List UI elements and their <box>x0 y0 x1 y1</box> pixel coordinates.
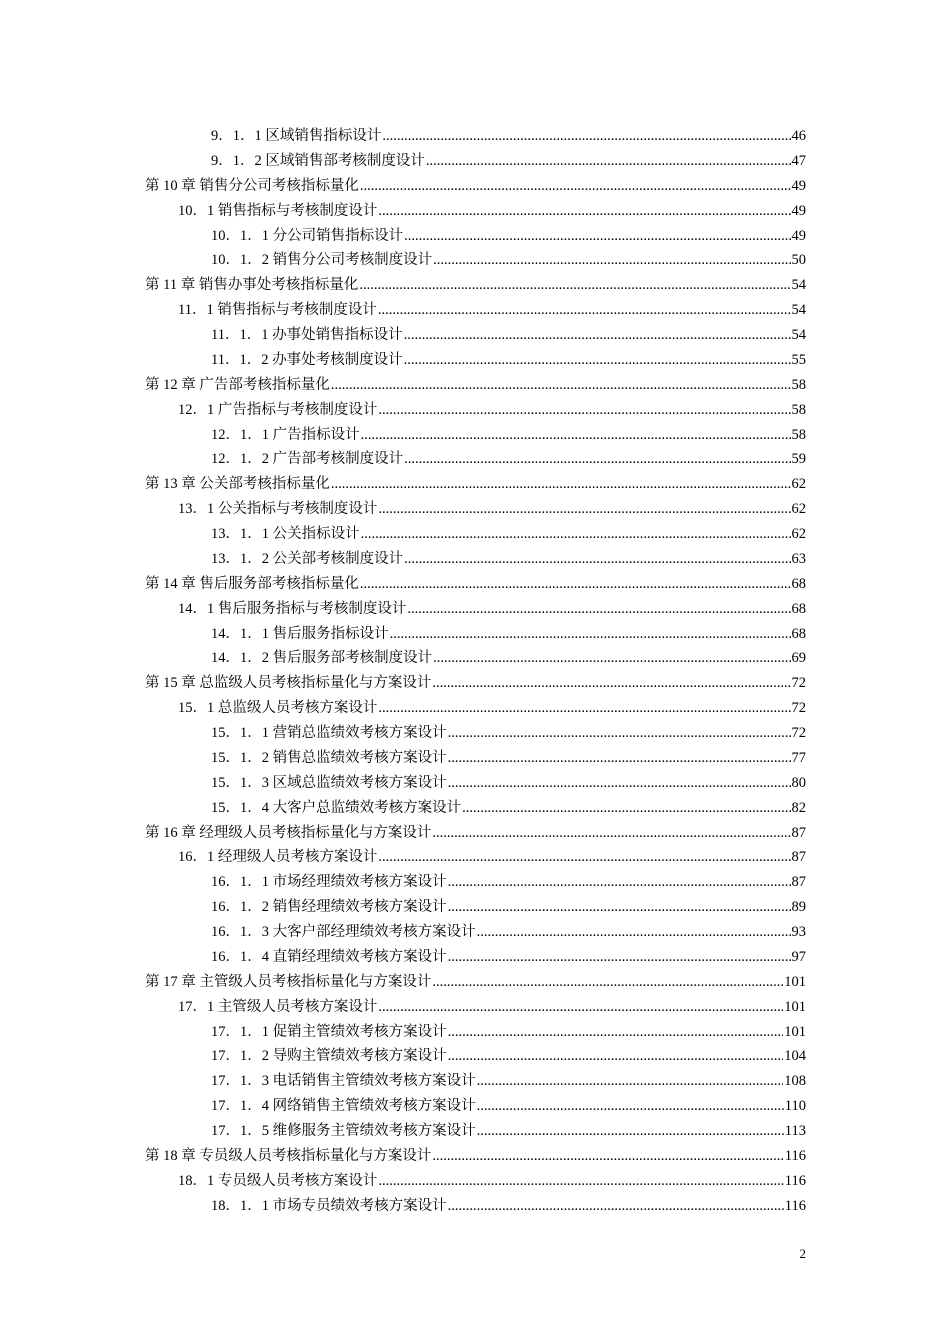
toc-entry-title[interactable]: 15．1 总监级人员考核方案设计 <box>178 700 378 717</box>
toc-entry-title[interactable]: 第 16 章 经理级人员考核指标量化与方案设计 <box>145 824 432 841</box>
toc-dot-leader <box>378 298 791 323</box>
toc-entry-page-number[interactable]: 87 <box>791 849 806 866</box>
toc-entry-level-3[interactable] <box>0 1044 950 1069</box>
toc-entry-page-number[interactable]: 108 <box>784 1073 806 1090</box>
toc-entry-level-3[interactable] <box>0 248 950 273</box>
toc-entry-level-3[interactable] <box>0 1020 950 1045</box>
toc-dot-leader <box>426 149 791 174</box>
toc-entry-title[interactable]: 第 10 章 销售分公司考核指标量化 <box>145 177 359 194</box>
toc-entry-title[interactable]: 13．1．2 公关部考核制度设计 <box>211 550 404 567</box>
toc-entry-title[interactable]: 第 14 章 售后服务部考核指标量化 <box>145 575 359 592</box>
toc-entry-level-3[interactable] <box>0 796 950 821</box>
toc-entry-page-number[interactable]: 54 <box>791 277 806 294</box>
toc-entry-level-3[interactable] <box>0 920 950 945</box>
toc-entry-level-3[interactable] <box>0 646 950 671</box>
toc-entry-level-3[interactable] <box>0 945 950 970</box>
toc-dot-leader <box>378 1169 783 1194</box>
toc-entry-page-number[interactable]: 116 <box>784 1197 806 1214</box>
toc-entry-page-number[interactable]: 62 <box>791 526 806 542</box>
toc-entry-page-number[interactable]: 69 <box>791 650 806 667</box>
toc-entry-page-number[interactable]: 87 <box>791 874 806 891</box>
toc-entry-page-number[interactable]: 59 <box>791 451 806 468</box>
toc-entry-page-number[interactable]: 46 <box>791 128 806 144</box>
toc-dot-leader <box>404 547 790 572</box>
toc-entry-title[interactable]: 13．1．1 公关指标设计 <box>211 526 360 542</box>
toc-dot-leader <box>448 1194 784 1219</box>
toc-dot-leader <box>378 845 790 870</box>
toc-entry-page-number[interactable]: 50 <box>791 252 806 269</box>
toc-entry-page-number[interactable]: 110 <box>784 1098 806 1115</box>
toc-entry-level-2[interactable] <box>0 597 950 622</box>
toc-entry-level-3[interactable] <box>0 348 950 373</box>
toc-dot-leader <box>361 423 791 448</box>
toc-dot-leader <box>432 671 790 696</box>
toc-entry-page-number[interactable]: 116 <box>784 1147 806 1164</box>
toc-entry-title[interactable]: 17．1．2 导购主管绩效考核方案设计 <box>211 1048 447 1065</box>
toc-entry-page-number[interactable]: 54 <box>791 302 806 319</box>
toc-entry-level-1[interactable] <box>0 1144 950 1169</box>
toc-entry-title[interactable]: 10．1 销售指标与考核制度设计 <box>178 202 378 219</box>
toc-entry-title[interactable]: 14．1 售后服务指标与考核制度设计 <box>178 600 407 617</box>
toc-entry-page-number[interactable]: 72 <box>791 700 806 717</box>
toc-entry-page-number[interactable]: 47 <box>791 152 806 169</box>
toc-entry-title[interactable]: 12．1．2 广告部考核制度设计 <box>211 451 404 468</box>
toc-dot-leader <box>404 224 790 249</box>
toc-entry-page-number[interactable]: 80 <box>791 774 806 791</box>
toc-entry-level-1[interactable] <box>0 273 950 298</box>
toc-entry-level-1[interactable] <box>0 572 950 597</box>
toc-entry-title[interactable]: 18．1．1 市场专员绩效考核方案设计 <box>211 1197 447 1214</box>
toc-entry-level-1[interactable] <box>0 970 950 995</box>
toc-entry-title[interactable]: 10．1．1 分公司销售指标设计 <box>211 227 404 244</box>
toc-dot-leader <box>448 721 791 746</box>
toc-entry-level-1[interactable] <box>0 174 950 199</box>
toc-entry-page-number[interactable]: 54 <box>791 327 806 343</box>
toc-entry-page-number[interactable]: 82 <box>791 799 806 816</box>
toc-dot-leader <box>432 970 783 995</box>
toc-dot-leader <box>331 373 791 398</box>
toc-entry-title[interactable]: 第 17 章 主管级人员考核指标量化与方案设计 <box>145 973 432 990</box>
toc-entry-title[interactable]: 18．1 专员级人员考核方案设计 <box>178 1172 378 1189</box>
toc-entry-level-2[interactable] <box>0 995 950 1020</box>
toc-dot-leader <box>433 248 790 273</box>
toc-entry-title[interactable]: 第 15 章 总监级人员考核指标量化与方案设计 <box>145 675 432 692</box>
toc-dot-leader <box>477 920 791 945</box>
toc-dot-leader <box>382 124 790 149</box>
toc-entry-level-2[interactable] <box>0 398 950 423</box>
toc-entry-page-number[interactable]: 62 <box>791 501 806 518</box>
toc-entry-title[interactable]: 12．1 广告指标与考核制度设计 <box>178 401 378 418</box>
toc-entry-level-3[interactable] <box>0 323 950 348</box>
toc-entry-title[interactable]: 第 13 章 公关部考核指标量化 <box>145 476 330 493</box>
toc-entry-page-number[interactable]: 58 <box>791 401 806 418</box>
toc-entry-page-number[interactable]: 68 <box>791 625 806 642</box>
toc-entry-title[interactable]: 17．1．5 维修服务主管绩效考核方案设计 <box>211 1123 476 1139</box>
toc-dot-leader <box>432 1144 783 1169</box>
toc-dot-leader <box>477 1069 784 1094</box>
toc-dot-leader <box>448 895 791 920</box>
toc-entry-title[interactable]: 16．1 经理级人员考核方案设计 <box>178 849 378 866</box>
toc-entry-level-2[interactable] <box>0 298 950 323</box>
toc-entry-level-2[interactable] <box>0 199 950 224</box>
toc-dot-leader <box>433 646 790 671</box>
toc-entry-page-number[interactable]: 72 <box>791 725 806 741</box>
toc-dot-leader <box>448 746 791 771</box>
toc-entry-page-number[interactable]: 49 <box>791 227 806 244</box>
toc-entry-page-number[interactable]: 101 <box>784 973 806 990</box>
toc-entry-title[interactable]: 10．1．2 销售分公司考核制度设计 <box>211 252 433 269</box>
toc-entry-title[interactable]: 14．1．1 售后服务指标设计 <box>211 625 389 642</box>
toc-entry-page-number[interactable]: 49 <box>791 202 806 219</box>
toc-entry-level-2[interactable] <box>0 845 950 870</box>
toc-entry-level-2[interactable] <box>0 696 950 721</box>
toc-entry-page-number[interactable]: 104 <box>784 1048 806 1065</box>
toc-dot-leader <box>432 821 790 846</box>
toc-entry-page-number[interactable]: 49 <box>791 177 806 194</box>
toc-entry-page-number[interactable]: 58 <box>791 426 806 443</box>
toc-entry-level-2[interactable] <box>0 497 950 522</box>
toc-entry-title[interactable]: 16．1．2 销售经理绩效考核方案设计 <box>211 899 447 916</box>
toc-entry-title[interactable]: 17．1．3 电话销售主管绩效考核方案设计 <box>211 1073 476 1090</box>
toc-entry-page-number[interactable]: 113 <box>784 1123 806 1139</box>
toc-dot-leader <box>448 945 791 970</box>
toc-entry-title[interactable]: 11．1 销售指标与考核制度设计 <box>178 302 377 319</box>
toc-entry-page-number[interactable]: 116 <box>784 1172 806 1189</box>
toc-entry-level-3[interactable] <box>0 622 950 647</box>
toc-dot-leader <box>331 472 791 497</box>
toc-entry-title[interactable]: 13．1 公关指标与考核制度设计 <box>178 501 378 518</box>
toc-entry-level-3[interactable] <box>0 746 950 771</box>
toc-entry-title[interactable]: 9．1．2 区域销售部考核制度设计 <box>211 152 425 169</box>
toc-entry-level-3[interactable] <box>0 522 950 547</box>
toc-dot-leader <box>404 348 791 373</box>
toc-dot-leader <box>378 995 783 1020</box>
table-of-contents <box>0 124 950 1219</box>
toc-dot-leader <box>477 1094 784 1119</box>
toc-entry-level-3[interactable] <box>0 447 950 472</box>
toc-dot-leader <box>390 622 791 647</box>
toc-entry-level-3[interactable] <box>0 721 950 746</box>
toc-entry-page-number[interactable]: 68 <box>791 575 806 592</box>
toc-entry-title[interactable]: 第 11 章 销售办事处考核指标量化 <box>145 277 359 294</box>
toc-dot-leader <box>359 273 790 298</box>
toc-dot-leader <box>477 1119 784 1144</box>
toc-entry-title[interactable]: 14．1．2 售后服务部考核制度设计 <box>211 650 433 667</box>
toc-entry-title[interactable]: 16．1．3 大客户部经理绩效考核方案设计 <box>211 924 476 940</box>
toc-dot-leader <box>404 323 791 348</box>
toc-entry-title[interactable]: 9．1．1 区域销售指标设计 <box>211 128 382 144</box>
toc-entry-page-number[interactable]: 55 <box>791 351 806 368</box>
toc-entry-page-number[interactable]: 77 <box>791 749 806 766</box>
toc-dot-leader <box>448 1044 784 1069</box>
toc-entry-page-number[interactable]: 68 <box>791 600 806 617</box>
toc-entry-level-3[interactable] <box>0 1069 950 1094</box>
toc-entry-level-1[interactable] <box>0 821 950 846</box>
toc-dot-leader <box>448 870 791 895</box>
toc-dot-leader <box>378 398 790 423</box>
toc-entry-level-2[interactable] <box>0 1169 950 1194</box>
toc-entry-page-number[interactable]: 62 <box>791 476 806 493</box>
toc-entry-title[interactable]: 第 18 章 专员级人员考核指标量化与方案设计 <box>145 1147 432 1164</box>
toc-entry-title[interactable]: 17．1．4 网络销售主管绩效考核方案设计 <box>211 1098 476 1115</box>
toc-entry-page-number[interactable]: 58 <box>791 376 806 393</box>
toc-entry-page-number[interactable]: 97 <box>791 948 806 965</box>
toc-dot-leader <box>378 696 790 721</box>
toc-entry-level-3[interactable] <box>0 1119 950 1144</box>
toc-entry-page-number[interactable]: 101 <box>784 1023 806 1040</box>
toc-entry-level-3[interactable] <box>0 895 950 920</box>
toc-entry-page-number[interactable]: 72 <box>791 675 806 692</box>
toc-entry-title[interactable]: 15．1．4 大客户总监绩效考核方案设计 <box>211 799 462 816</box>
toc-entry-title[interactable]: 11．1．1 办事处销售指标设计 <box>211 327 403 343</box>
toc-entry-level-3[interactable] <box>0 1194 950 1219</box>
toc-entry-title[interactable]: 11．1．2 办事处考核制度设计 <box>211 351 403 368</box>
toc-entry-title[interactable]: 第 12 章 广告部考核指标量化 <box>145 376 330 393</box>
toc-entry-title[interactable]: 17．1 主管级人员考核方案设计 <box>178 998 378 1015</box>
toc-entry-page-number[interactable]: 87 <box>791 824 806 841</box>
toc-dot-leader <box>361 522 791 547</box>
toc-entry-title[interactable]: 16．1．4 直销经理绩效考核方案设计 <box>211 948 447 965</box>
toc-entry-title[interactable]: 12．1．1 广告指标设计 <box>211 426 360 443</box>
toc-entry-level-3[interactable] <box>0 224 950 249</box>
toc-entry-level-3[interactable] <box>0 870 950 895</box>
toc-dot-leader <box>378 497 790 522</box>
toc-entry-level-3[interactable] <box>0 124 950 149</box>
toc-dot-leader <box>360 572 791 597</box>
toc-dot-leader <box>360 174 791 199</box>
toc-entry-level-3[interactable] <box>0 547 950 572</box>
toc-dot-leader <box>404 447 790 472</box>
toc-entry-level-3[interactable] <box>0 1094 950 1119</box>
toc-entry-title[interactable]: 15．1．2 销售总监绩效考核方案设计 <box>211 749 447 766</box>
toc-entry-level-3[interactable] <box>0 149 950 174</box>
toc-dot-leader <box>448 771 791 796</box>
toc-dot-leader <box>407 597 790 622</box>
page-number: 2 <box>799 1246 806 1261</box>
toc-entry-level-3[interactable] <box>0 771 950 796</box>
toc-entry-title[interactable]: 16．1．1 市场经理绩效考核方案设计 <box>211 874 447 891</box>
toc-entry-level-3[interactable] <box>0 423 950 448</box>
toc-dot-leader <box>462 796 790 821</box>
toc-dot-leader <box>378 199 790 224</box>
toc-entry-level-1[interactable] <box>0 472 950 497</box>
toc-entry-level-1[interactable] <box>0 373 950 398</box>
toc-entry-page-number[interactable]: 63 <box>791 550 806 567</box>
toc-entry-title[interactable]: 15．1．1 营销总监绩效考核方案设计 <box>211 725 447 741</box>
toc-entry-page-number[interactable]: 101 <box>784 998 806 1015</box>
toc-entry-page-number[interactable]: 93 <box>791 924 806 940</box>
toc-entry-title[interactable]: 17．1．1 促销主管绩效考核方案设计 <box>211 1023 447 1040</box>
toc-entry-title[interactable]: 15．1．3 区域总监绩效考核方案设计 <box>211 774 447 791</box>
toc-entry-page-number[interactable]: 89 <box>791 899 806 916</box>
toc-dot-leader <box>448 1020 784 1045</box>
toc-entry-level-1[interactable] <box>0 671 950 696</box>
